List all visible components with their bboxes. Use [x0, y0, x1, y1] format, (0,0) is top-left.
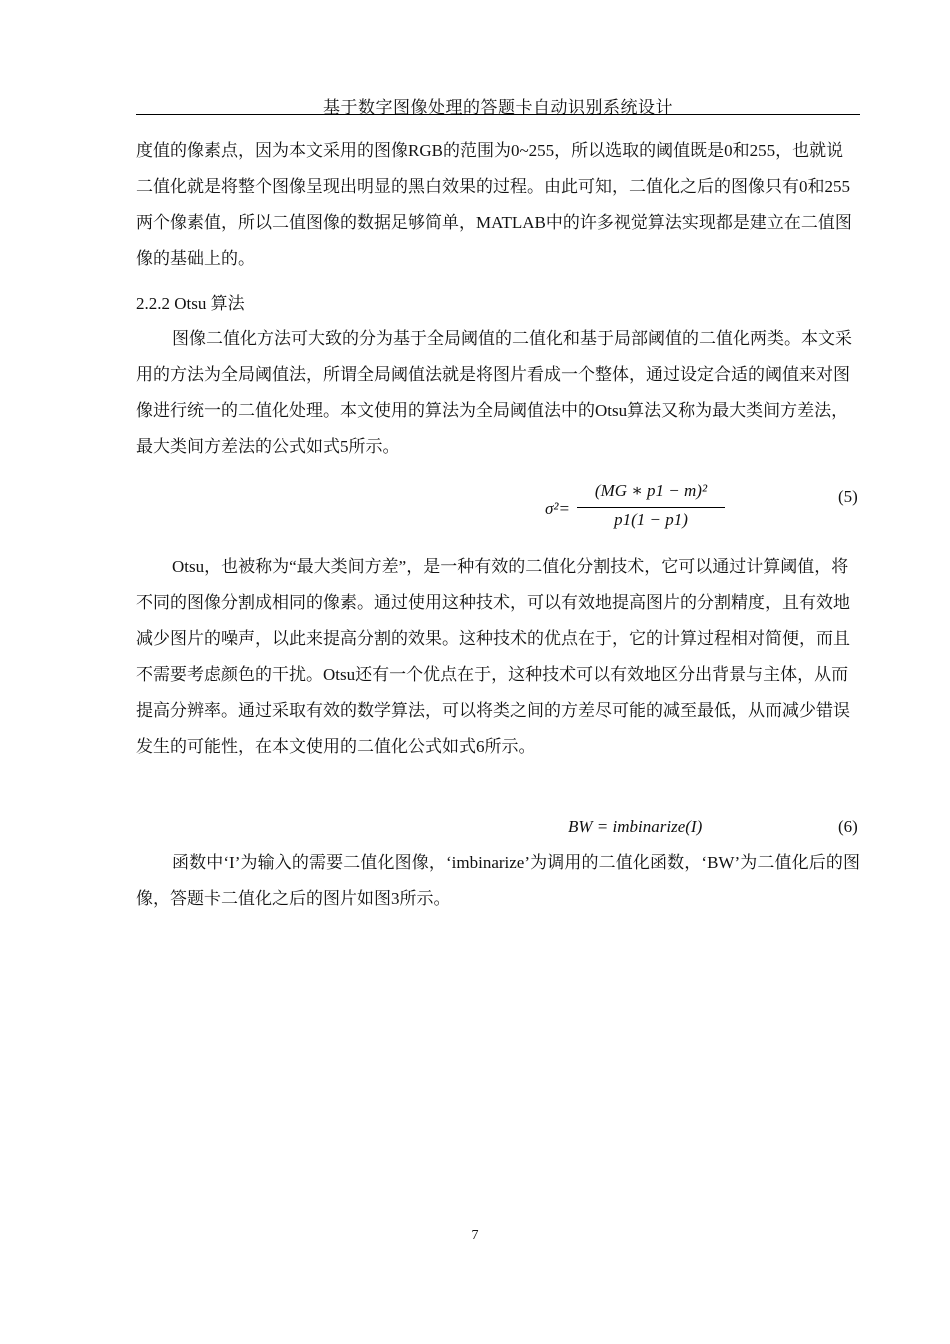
fraction-bar [577, 507, 725, 508]
formula-6: BW = imbinarize(I) [568, 817, 703, 836]
formula-5-numerator: (MG ∗ p1 − m)² [594, 481, 708, 500]
formula-5-fraction [577, 481, 725, 530]
header-rule [136, 114, 860, 115]
page-header: 基于数字图像处理的答题卡自动识别系统设计 [323, 98, 673, 117]
section-heading: 2.2.2 Otsu 算法 [136, 294, 245, 313]
paragraph-3: Otsu，也被称为“最大类间方差”，是一种有效的二值化分割技术，它可以通过计算阈值，将不同的图像分割成相同的像素。通过使用这种技术，可以有效地提高图片的分割精度，且有效地减少图片的噪声，以此来提高分割的效果。这种技术的优点在于，它的计算过程相对简便，而且不需要考虑颜色的干扰。Otsu还有一个优点在于，这种技术可以有效地区分出背景与主体，从而提高分辨率。通过采取有效的数学算法，可以将类之间的方差尽可能的减至最低，从而减少错误发生的可能性，在本文使用的二值化公式如式6所示。 [136, 557, 850, 756]
paragraph-1: 度值的像素点，因为本文采用的图像RGB的范围为0~255，所以选取的阈值既是0和255，也就说二值化就是将整个图像呈现出明显的黑白效果的过程。由此可知，二值化之后的图像只有0和255两个像素值，所以二值图像的数据足够简单，MATLAB中的许多视觉算法实现都是建立在二值图像的基础上的。 [136, 141, 852, 268]
formula-6-number: (6) [838, 817, 858, 836]
page-number: 7 [471, 1228, 479, 1243]
paragraph-4: 函数中‘I’为输入的需要二值化图像，‘imbinarize’为调用的二值化函数，‘BW’为二值化后的图像，答题卡二值化之后的图片如图3所示。 [136, 853, 860, 908]
formula-5-lhs: σ²= [545, 499, 570, 518]
formula-5-number: (5) [838, 487, 858, 506]
paragraph-2: 图像二值化方法可大致的分为基于全局阈值的二值化和基于局部阈值的二值化两类。本文采用的方法为全局阈值法，所谓全局阈值法就是将图片看成一个整体，通过设定合适的阈值来对图像进行统一的二值化处理。本文使用的算法为全局阈值法中的Otsu算法又称为最大类间方差法，最大类间方差法的公式如式5所示。 [136, 329, 852, 456]
formula-5-denominator: p1(1 − p1) [614, 510, 688, 529]
